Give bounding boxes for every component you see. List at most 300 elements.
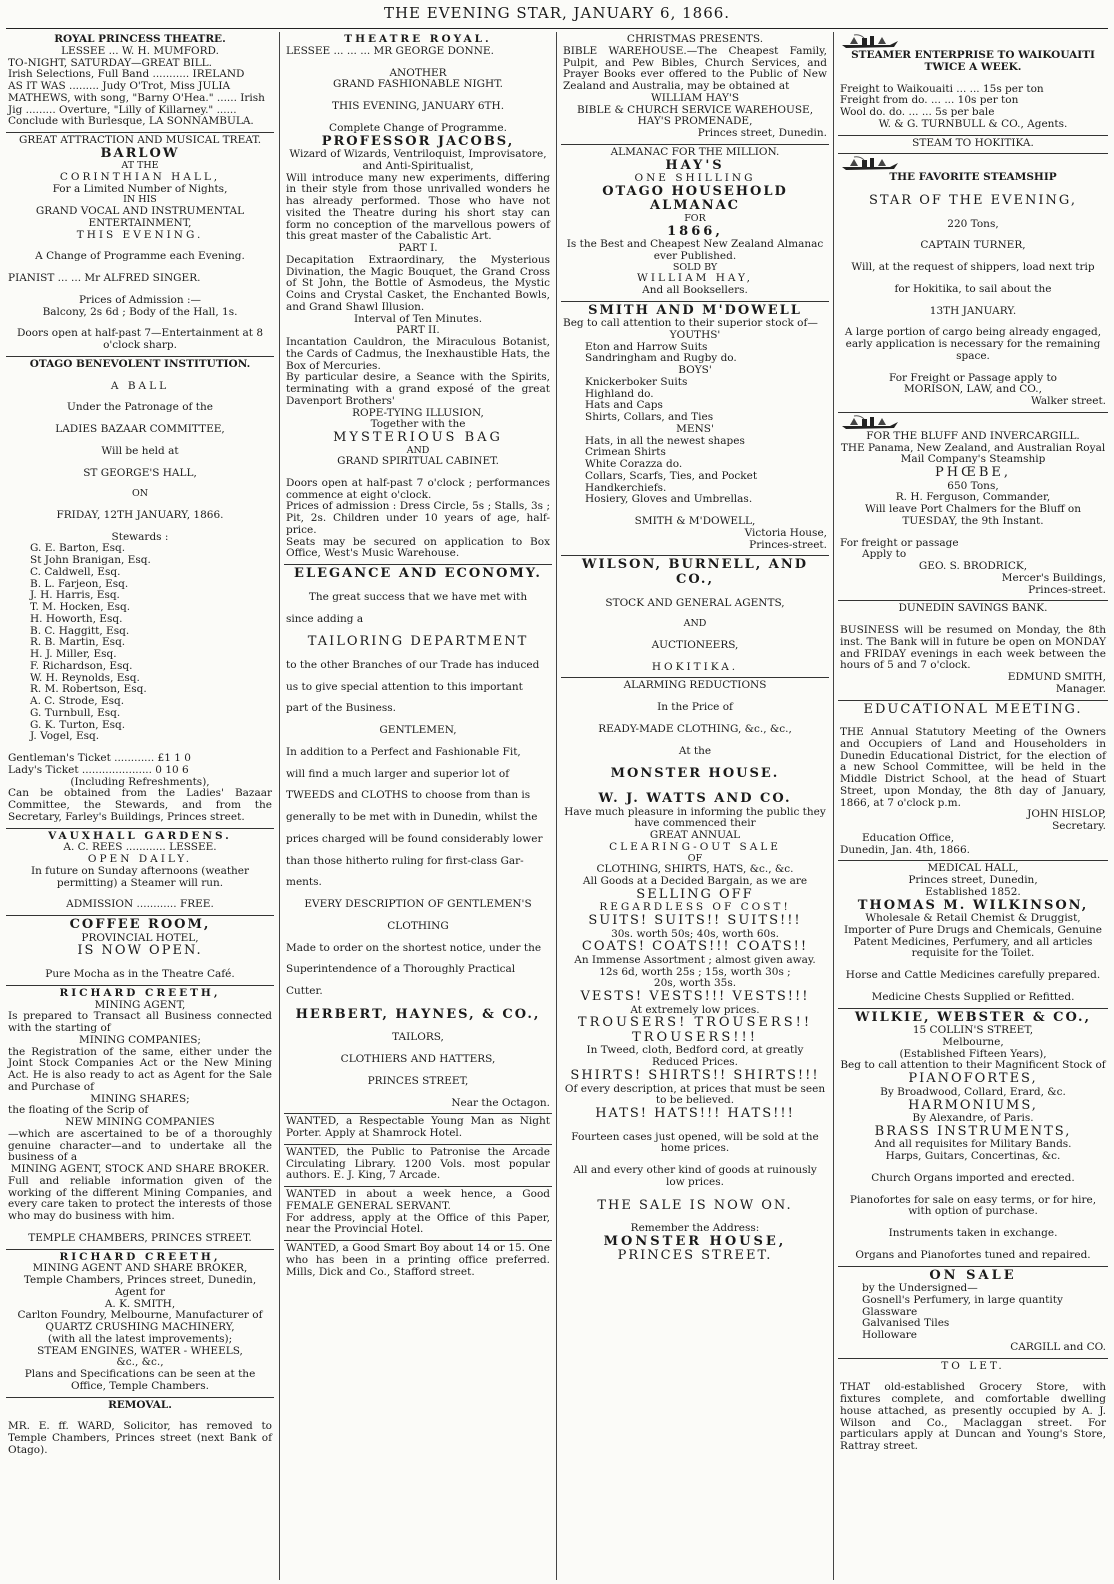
ad-line: PROFESSOR JACOBS, (321, 133, 515, 149)
ad-line: TROUSERS! TROUSERS!! (577, 1015, 813, 1031)
ad-line: MINING AGENT, (94, 998, 186, 1011)
ad-line: Full and reliable information given of the working of the different Mining Companies, and every care taken to protect the interests of those who may do business with him. (8, 1174, 276, 1223)
ad-line: Eton and Harrow Suits (585, 340, 708, 353)
ad-line: IN HIS (123, 194, 157, 206)
ad-line: ENTERTAINMENT, (88, 216, 192, 229)
advertisement-bible (561, 32, 829, 145)
advertisement-coffee (6, 916, 274, 986)
ad-line: CARGILL and CO. (1010, 1340, 1106, 1353)
advertisement-monster (561, 678, 829, 1267)
ad-line: By particular desire, a Seance with the Spirits, terminating with a grand exposé of the great Davenport Brothers' (286, 371, 554, 407)
ad-line: Hats and Caps (585, 399, 663, 412)
steamship-icon (840, 156, 900, 172)
ad-line: prices charged will be found considerably lower (286, 832, 543, 845)
ad-line: Secretary. (1052, 820, 1106, 833)
ad-line: BARLOW (100, 145, 180, 161)
ad-line: CHRISTMAS PRESENTS. (626, 33, 764, 45)
ad-line: TO-NIGHT, SATURDAY—GREAT BILL. (8, 56, 212, 69)
ad-line: THIS EVENING, JANUARY 6TH. (331, 100, 505, 112)
ad-line: NEW MINING COMPANIES (65, 1116, 215, 1129)
ad-line: STEAM TO HOKITIKA. (912, 136, 1034, 149)
ad-line: MINING AGENT AND SHARE BROKER, (32, 1262, 248, 1275)
ad-line: Wholesale & Retail Chemist & Druggist, (865, 912, 1081, 925)
ad-line: 12s 6d, worth 25s ; 15s, worth 30s ; (599, 965, 791, 978)
ad-line: Dunedin, Jan. 4th, 1866. (840, 843, 970, 856)
ad-line: MENS' (676, 422, 714, 435)
ad-line: J. Vogel, Esq. (30, 730, 100, 743)
ad-line: Remember the Address: (630, 1222, 760, 1235)
ad-line: WANTED in about a week hence, a Good FEMALE GENERAL SERVANT. (286, 1188, 554, 1212)
ad-line: H. J. Miller, Esq. (30, 648, 117, 661)
ad-line: 1866, (667, 223, 723, 239)
ad-line: Wool do. do. ... ... 5s per bale (840, 106, 995, 118)
ad-line: WANTED, a Good Smart Boy about 14 or 15. One who has been in a printing office preferred. Mills, Dick and Co., Stafford street. (286, 1242, 554, 1278)
ad-line: FOR THE BLUFF AND INVERCARGILL. (866, 429, 1080, 442)
ad-line: Horse and Cattle Medicines carefully prepared. (845, 969, 1101, 982)
ad-line: by the Undersigned— (862, 1282, 978, 1295)
ad-line: A. C. Strode, Esq. (30, 695, 125, 708)
advertisement-barlow (6, 133, 274, 357)
ad-line: QUARTZ CRUSHING MACHINERY, (45, 1321, 235, 1334)
column-3 (561, 32, 829, 1580)
ad-line: In addition to a Perfect and Fashionable Fit, (286, 745, 521, 758)
advertisement-royal-princess (6, 32, 274, 133)
ad-line: 20s, worth 35s. (653, 977, 737, 990)
ad-line: B. C. Haggitt, Esq. (30, 624, 130, 637)
ad-line: Hosiery, Gloves and Umbrellas. (585, 493, 753, 506)
ad-line: TAILORING DEPARTMENT (307, 634, 529, 650)
ad-line: —which are ascertained to be of a thoroughly genuine character—and to undertake all the business of a (8, 1127, 276, 1164)
ad-line: Gentleman's Ticket ............ £1 1 0 (8, 752, 191, 765)
advertisement-vauxhall (6, 829, 274, 917)
ad-line: W. H. Reynolds, Esq. (30, 671, 140, 684)
ad-line: Agent for (114, 1285, 166, 1298)
ad-line: 15 COLLIN'S STREET, (912, 1024, 1034, 1037)
ad-line: Will, at the request of shippers, load next trip (851, 261, 1095, 274)
ad-line: Glassware (862, 1305, 918, 1318)
ad-line: Gosnell's Perfumery, in large quantity (862, 1293, 1063, 1306)
ad-line: ANOTHER (389, 66, 447, 79)
ad-line: BUSINESS will be resumed on Monday, the 8th inst. The Bank will in future be open on MONDAY and FRIDAY evenings in each week between the hours of 5 and 7 o'clock. (840, 624, 1110, 672)
ad-line: CLOTHING, SHIRTS, HATS, &c., &c. (596, 863, 794, 876)
ad-line: OF (687, 852, 703, 864)
ad-line: MONSTER HOUSE. (610, 766, 780, 782)
ad-line: and Anti-Spiritualist, (362, 159, 474, 172)
ad-line: Incantation Cauldron, the Miraculous Botanist, the Cards of Cadmus, the Inexhaustible Hats, the Box of Mercuries. (286, 336, 554, 372)
ad-line: ST GEORGE'S HALL, (83, 466, 197, 479)
ad-line: Will leave Port Chalmers for the Bluff on (864, 503, 1082, 516)
column-4 (838, 32, 1108, 1580)
ad-line: Melbourne, (942, 1035, 1004, 1048)
ad-line: GRAND FASHIONABLE NIGHT. (332, 78, 504, 91)
advertisement-removal (6, 1398, 274, 1461)
ad-line: All and every other kind of goods at ruinously low prices. (573, 1164, 821, 1188)
ad-line: Hats, in all the newest shapes (585, 434, 745, 447)
ad-line: Plans and Specifications can be seen at the Office, Temple Chambers. (24, 1368, 259, 1392)
ad-line: WILLIAM HAY, (637, 272, 753, 285)
ad-line: Collars, Scarfs, Ties, and Pocket Handkerchiefs. (585, 469, 761, 494)
ad-line: THOMAS M. WILKINSON, (857, 897, 1089, 913)
advertisement-wanted3 (284, 1187, 552, 1241)
ad-line: Doors open at half-past 7—Entertainment at 8 o'clock sharp. (17, 327, 267, 352)
advertisement-wanted2 (284, 1145, 552, 1187)
advertisement-almanac (561, 145, 829, 302)
ad-line: WILSON, BURNELL, AND CO., (581, 557, 815, 588)
ad-line: A. K. SMITH, (104, 1297, 176, 1310)
ad-line: Balcony, 2s 6d ; Body of the Hall, 1s. (42, 305, 238, 318)
ad-line: B. L. Farjeon, Esq. (30, 577, 129, 590)
ad-line: Under the Patronage of the (67, 401, 213, 414)
ad-line: REGARDLESS OF COST! (599, 901, 791, 914)
ad-line: Made to order on the shortest notice, under the (286, 941, 542, 954)
ad-line: ALMANAC FOR THE MILLION. (610, 145, 780, 158)
ad-line: Walker street. (1030, 395, 1106, 408)
ad-line: Jig ......... Overture, "Lilly of Killarney." ...... (8, 103, 237, 116)
ad-line: Will be held at (101, 444, 179, 457)
ad-line: TWEEDS and CLOTHS to choose from than is (286, 789, 531, 802)
ad-line: ONE SHILLING (634, 172, 756, 185)
steamship-icon (840, 34, 900, 50)
ad-line: Church Organs imported and erected. (871, 1171, 1075, 1184)
ad-line: C. Caldwell, Esq. (30, 565, 121, 578)
advertisement-star (838, 154, 1108, 413)
ad-line: AT THE (121, 160, 159, 172)
ad-line: HERBERT, HAYNES, & CO., (295, 1006, 541, 1022)
ad-line: RICHARD CREETH, (59, 1250, 221, 1263)
ad-line: Princes-street. (1028, 583, 1106, 596)
ad-line: CORINTHIAN HALL, (59, 170, 221, 183)
ad-line: 650 Tons, (947, 479, 999, 492)
ad-line: THEATRE ROYAL. (344, 33, 492, 45)
ad-line: At the (678, 744, 712, 757)
ad-line: THE SALE IS NOW ON. (597, 1197, 793, 1213)
ad-line: F. Richardson, Esq. (30, 659, 133, 672)
ad-line: MINING COMPANIES; (79, 1033, 201, 1046)
ad-line: Fourteen cases just opened, will be sold at the home prices. (571, 1130, 823, 1155)
ad-line: For a Limited Number of Nights, (52, 182, 228, 195)
ad-line: will find a much larger and superior lot of (286, 767, 510, 780)
ad-line: HARMONIUMS, (908, 1097, 1038, 1113)
ad-line: Princes-street. (749, 538, 827, 551)
ad-line: ELEGANCE AND ECONOMY. (294, 566, 542, 582)
ad-line: Manager. (1055, 682, 1106, 695)
ad-line: LESSEE ... W. H. MUMFORD. (61, 44, 219, 57)
ad-line: Freight to Waikouaiti ... ... 15s per ton (840, 82, 1044, 95)
ad-line: G. E. Barton, Esq. (30, 542, 126, 555)
masthead: THE EVENING STAR, JANUARY 6, 1866. (383, 4, 731, 22)
ad-line: Superintendence of a Thoroughly Practical (286, 963, 516, 976)
ad-line: ROYAL PRINCESS THEATRE. (54, 33, 226, 45)
ad-line: At extremely low prices. (630, 1003, 760, 1016)
ad-line: the Registration of the same, either under the Joint Stock Companies Act or the New Mining Act. He is also ready to act as Agent for the Sale and Purchase of (8, 1045, 276, 1093)
ad-line: THIS EVENING. (76, 228, 204, 241)
ad-line: An Immense Assortment ; almost given away. (574, 953, 816, 966)
ad-line: for Hokitika, to sail about the (894, 282, 1052, 295)
ad-line: For freight or passage (840, 536, 959, 549)
ad-line: GRAND SPIRITUAL CABINET. (337, 455, 499, 468)
ad-line: (Including Refreshments), (70, 775, 210, 788)
ad-line: Temple Chambers, Princes street, Dunedin, (23, 1274, 257, 1287)
ad-line: All Goods at a Decided Bargain, as we are (582, 874, 808, 887)
ad-line: TAILORS, (392, 1031, 444, 1044)
ad-line: Education Office, (862, 831, 955, 844)
advertisement-benevolent (6, 357, 274, 829)
ad-line: HAY'S (665, 157, 725, 173)
ad-line: GRAND VOCAL AND INSTRUMENTAL (35, 205, 245, 218)
ad-line: Medicine Chests Supplied or Refitted. (871, 990, 1075, 1003)
ad-line: STOCK AND GENERAL AGENTS, (605, 596, 785, 609)
ad-line: Complete Change of Programme. (329, 121, 507, 134)
steamship-icon (840, 415, 900, 431)
ad-line: White Corazza do. (585, 458, 683, 471)
ad-line: Cutter. (286, 985, 323, 998)
ad-line: Established 1852. (925, 885, 1021, 898)
ad-line: PRINCES STREET. (617, 1248, 773, 1264)
ad-line: THE Annual Statutory Meeting of the Owners and Occupiers of Land and Householders in Dunedin Educational District, for the election of a new School Committee, will be held in the Middle District School, at the head of Stuart Street, upon Monday, the 8th day of January, 1866, at 7 o'clock p.m. (840, 726, 1110, 809)
ad-line: TEMPLE CHAMBERS, PRINCES STREET. (28, 1231, 252, 1244)
advertisement-tolet (838, 1359, 1108, 1457)
ad-line: Interval of Ten Minutes. (353, 312, 483, 325)
advertisement-educational (838, 701, 1108, 862)
ad-line: VESTS! VESTS!!! VESTS!!! (580, 989, 810, 1005)
ad-line: Knickerboker Suits (585, 375, 688, 388)
ad-line: 13TH JANUARY. (929, 304, 1017, 317)
ad-line: Princes street, Dunedin, (908, 874, 1038, 887)
ad-line: Stewards : (111, 530, 169, 543)
ad-line: AND (683, 618, 707, 630)
ad-line: TO LET. (941, 1359, 1005, 1372)
column-divider (556, 32, 557, 1580)
advertisement-mcdowell (561, 302, 829, 557)
ad-line: AND (406, 444, 430, 456)
ad-line: Pianofortes for sale on easy terms, or for hire, with option of purchase. (849, 1193, 1100, 1218)
ad-line: (Established Fifteen Years), (899, 1047, 1047, 1060)
ad-line: generally to be met with in Dunedin, whilst the (286, 811, 538, 824)
ad-line: J. H. Harris, Esq. (30, 589, 120, 602)
advertisement-creeth2 (6, 1250, 274, 1398)
column-divider (833, 32, 834, 1580)
ad-line: CLOTHING (387, 919, 449, 932)
ad-line: 30s. worth 50s; 40s, worth 60s. (611, 927, 779, 940)
ad-line: ON (131, 488, 149, 500)
ad-line: Highland do. (585, 387, 654, 400)
ad-line: Carlton Foundry, Melbourne, Manufacturer of (17, 1309, 263, 1322)
ad-line: Lady's Ticket ..................... 0 10 6 (8, 763, 189, 776)
ad-line: In Tweed, cloth, Bedford cord, at greatly Reduced Prices. (586, 1044, 807, 1069)
masthead-rule (6, 28, 1108, 29)
ad-line: GEO. S. BRODRICK, (918, 560, 1028, 573)
ad-line: A. C. REES ............ LESSEE. (63, 841, 217, 854)
ad-line: PIANIST ... ... Mr ALFRED SINGER. (8, 272, 201, 285)
ad-line: Organs and Pianofortes tuned and repaired. (855, 1248, 1091, 1261)
ad-line: Beg to call attention to their superior stock of— (563, 317, 818, 330)
advertisement-wilson (561, 556, 829, 678)
advertisement-medical (838, 861, 1108, 1008)
ad-line: ALARMING REDUCTIONS (623, 679, 767, 692)
ad-line: WILKIE, WEBSTER & CO., (854, 1009, 1092, 1025)
ad-line: VAUXHALL GARDENS. (48, 829, 232, 842)
ad-line: MONSTER HOUSE, (603, 1233, 787, 1249)
ad-line: Decapitation Extraordinary, the Mysterious Divination, the Magic Bouquet, the Grand Cross of St John, the Bottle of Asmodeus, the Mystic Coins and Crystal Casket, the Enchanted Bowls, and Grand Shawl Illusion. (286, 253, 554, 313)
ad-line: PART I. (398, 242, 438, 255)
ad-line: AS IT WAS ......... Judy O'Trot, Miss JULIA (8, 80, 231, 92)
ad-line: In future on Sunday afternoons (weather permitting) a Steamer will run. (30, 864, 253, 889)
ad-line: ON SALE (929, 1267, 1017, 1283)
ad-line: MINING SHARES; (90, 1092, 190, 1105)
ad-line: BIBLE WAREHOUSE.—The Cheapest Family, Pulpit, and Pew Bibles, Church Services, and Prayer Books ever offered to the Public of New Zealand and Australia, may be obtained at (563, 44, 831, 92)
ad-line: Prices of Admission :— (78, 293, 202, 306)
ad-line: PRINCES STREET, (367, 1074, 469, 1087)
advertisement-wilkie (838, 1009, 1108, 1267)
ad-line: Doors open at half-past 7 o'clock ; performances commence at eight o'clock. (286, 476, 554, 501)
column-divider (279, 32, 280, 1580)
ad-line: OPEN DAILY. (87, 853, 193, 866)
ad-line: For Freight or Passage apply to (888, 371, 1058, 384)
ad-line: JOHN HISLOP, (1027, 808, 1106, 821)
ad-line: than those hitherto ruling for first-class Gar- (286, 854, 524, 867)
advertisement-wanted4 (284, 1241, 552, 1282)
ad-line: By Alexandre, of Paris. (912, 1112, 1034, 1125)
ad-line: STEAMER ENTERPRISE TO WAIKOUAITI TWICE A WEEK. (851, 49, 1099, 73)
ad-line: EDUCATIONAL MEETING. (863, 701, 1083, 717)
ad-line: Prices of admission : Dress Circle, 5s ; Stalls, 3s ; Pit, 2s. Children under 10 years of age, half-price. (286, 500, 554, 536)
advertisement-hokitika (838, 136, 1108, 155)
ad-line: SOLD BY (672, 261, 718, 273)
ad-line: Conclude with Burlesque, LA SONNAMBULA. (8, 115, 254, 128)
ad-line: Wizard of Wizards, Ventriloquist, Improvisatore, (289, 148, 547, 161)
ad-line: Crimean Shirts (585, 446, 666, 459)
ad-line: Seats may be secured on application to Box Office, West's Music Warehouse. (286, 535, 554, 560)
ad-line: SMITH AND M'DOWELL (588, 302, 802, 318)
ad-line: the floating of the Scrip of (8, 1104, 149, 1117)
ad-line: Is the Best and Cheapest New Zealand Almanac ever Published. (566, 238, 827, 262)
ad-line: Holloware (862, 1329, 917, 1342)
ad-line: WILLIAM HAY'S (650, 91, 740, 104)
ad-line: OTAGO HOUSEHOLD ALMANAC (602, 183, 795, 214)
ad-line: GREAT ATTRACTION AND MUSICAL TREAT. (18, 134, 262, 146)
ad-line: Mercer's Buildings, (1001, 571, 1106, 584)
ad-line: LESSEE ... ... ... MR GEORGE DONNE. (286, 44, 494, 57)
ad-line: For address, apply at the Office of this Paper, near the Provincial Hotel. (286, 1211, 554, 1236)
ad-line: By Broadwood, Collard, Erard, &c. (880, 1085, 1066, 1098)
ad-line: HOKITIKA. (651, 660, 739, 673)
advertisement-waikouaiti (838, 32, 1108, 136)
ad-line: BOYS' (678, 364, 712, 377)
ad-line: ments. (286, 876, 322, 889)
ad-line: us to give special attention to this important (286, 680, 523, 693)
ad-line: Victoria House, (744, 526, 827, 539)
ad-line: Is prepared to Transact all Business connected with the starting of (8, 1010, 276, 1035)
ad-line: W. & G. TURNBULL & CO., Agents. (878, 117, 1068, 130)
ad-line: R. B. Martin, Esq. (30, 636, 126, 649)
ad-line: T. M. Hocken, Esq. (30, 601, 131, 614)
ad-line: Importer of Pure Drugs and Chemicals, Genuine Patent Medicines, Perfumery, and all articles requisite for the Toilet. (844, 923, 1106, 960)
ad-line: PART II. (396, 324, 440, 337)
ad-line: HAY'S PROMENADE, (637, 115, 753, 128)
advertisement-savings (838, 601, 1108, 700)
ad-line: CAPTAIN TURNER, (920, 239, 1026, 252)
ad-line: ADMISSION ............ FREE. (66, 898, 214, 911)
ad-line: FRIDAY, 12TH JANUARY, 1866. (56, 508, 224, 521)
ad-line: EVERY DESCRIPTION OF GENTLEMEN'S (304, 898, 532, 911)
ad-line: GENTLEMEN, (379, 724, 457, 737)
ad-line: G. K. Turton, Esq. (30, 718, 126, 731)
ad-line: THE Panama, New Zealand, and Australian Royal Mail Company's Steamship (840, 441, 1109, 466)
ad-line: to the other Branches of our Trade has induced (286, 658, 540, 671)
ad-line: W. J. WATTS AND CO. (598, 791, 792, 806)
ad-line: STEAM ENGINES, WATER - WHEELS, (37, 1344, 243, 1357)
advertisement-elegance (284, 565, 552, 1114)
ad-line: R. H. Ferguson, Commander, (895, 491, 1051, 504)
ad-line: Irish Selections, Full Band ........... IRELAND (8, 68, 245, 81)
ad-line: In the Price of (657, 701, 733, 714)
ad-line: (with all the latest improvements); (47, 1332, 233, 1345)
ad-line: EDMUND SMITH, (1007, 671, 1106, 684)
ad-line: &c., &c., (116, 1356, 164, 1369)
ad-line: Harps, Guitars, Concertinas, &c. (885, 1150, 1061, 1163)
ad-line: MR. E. ff. WARD, Solicitor, has removed to Temple Chambers, Princes street (next Bank of Otago). (8, 1420, 276, 1456)
ad-line: Will introduce many new experiments, differing in their style from those unrivalled wonders he has already performed. Those who have not visited the Theatre during his short stay can form no conception of the marvellous powers of this great master of the Cabalistic Art. (286, 171, 554, 243)
ad-line: Apply to (862, 548, 907, 561)
ad-line: MORISON, LAW, and CO., (904, 383, 1042, 396)
advertisement-bluff (838, 413, 1108, 602)
ad-line: MATHEWS, with song, "Barny O'Hea." ...... Irish (8, 91, 265, 104)
ad-line: TUESDAY, the 9th Instant. (902, 514, 1044, 527)
ad-line: BRASS INSTRUMENTS, (874, 1123, 1072, 1139)
ad-line: PIANOFORTES, (908, 1071, 1038, 1087)
ad-line: Sandringham and Rugby do. (585, 352, 737, 365)
ad-line: Can be obtained from the Ladies' Bazaar Committee, the Stewards, and from the Secretary, Farley's Buildings, Princes street. (8, 787, 276, 823)
ad-line: 220 Tons, (947, 217, 999, 230)
ad-line: IS NOW OPEN. (77, 943, 203, 959)
ad-line: CLOTHIERS AND HATTERS, (340, 1053, 496, 1066)
ad-line: MEDICAL HALL, (927, 862, 1019, 875)
ad-line: Freight from do. ... ... 10s per ton (840, 94, 1019, 107)
ad-line: YOUTHS' (669, 328, 721, 341)
ad-line: LADIES BAZAAR COMMITTEE, (55, 423, 225, 436)
ad-line: And all requisites for Military Bands. (874, 1138, 1072, 1151)
ad-line: WANTED, the Public to Patronise the Arcade Circulating Library. 1200 Vols. most popular authors. E. J. King, 7 Arcade. (286, 1145, 554, 1182)
ad-line: MYSTERIOUS BAG (333, 430, 503, 446)
ad-line: REMOVAL. (108, 1398, 172, 1411)
ad-line: And all Booksellers. (642, 283, 748, 296)
ad-line: since adding a (286, 612, 364, 625)
advertisement-onsale (838, 1267, 1108, 1359)
advertisement-theatre-royal (284, 32, 552, 565)
ad-line: Shirts, Collars, and Ties (585, 411, 714, 424)
ad-line: SMITH & M'DOWELL, (634, 515, 756, 528)
ad-line: GREAT ANNUAL (649, 829, 741, 842)
ad-line: part of the Business. (286, 702, 396, 715)
ad-line: R. M. Robertson, Esq. (30, 683, 147, 696)
ad-line: SHIRTS! SHIRTS!! SHIRTS!!! (570, 1067, 820, 1083)
ad-line: THAT old-established Grocery Store, with fixtures complete, and comfortable dwelling house attached, as presently occupied by A. J. Wilson and Co., Maclaggan street. For particulars apply at Duncan and Young's Store, Rattray street. (840, 1381, 1110, 1453)
ad-line: Galvanised Tiles (862, 1317, 950, 1330)
ad-line: COFFEE ROOM, (69, 917, 211, 933)
ad-line: CLEARING-OUT SALE (609, 840, 781, 853)
ad-line: Instruments taken in exchange. (888, 1227, 1058, 1240)
ad-line: Near the Octagon. (451, 1096, 550, 1109)
ad-line: PHŒBE, (934, 465, 1012, 481)
ad-line: A BALL (110, 379, 170, 392)
ad-line: Of every description, at prices that must be seen to be believed. (564, 1082, 829, 1107)
ad-line: H. Howorth, Esq. (30, 612, 123, 625)
column-1 (6, 32, 274, 1580)
ad-line: Together with the (370, 418, 466, 431)
ad-line: STAR OF THE EVENING, (869, 193, 1077, 208)
ad-line: COATS! COATS!!! COATS!! (581, 939, 809, 955)
advertisement-wanted1 (284, 1114, 552, 1145)
